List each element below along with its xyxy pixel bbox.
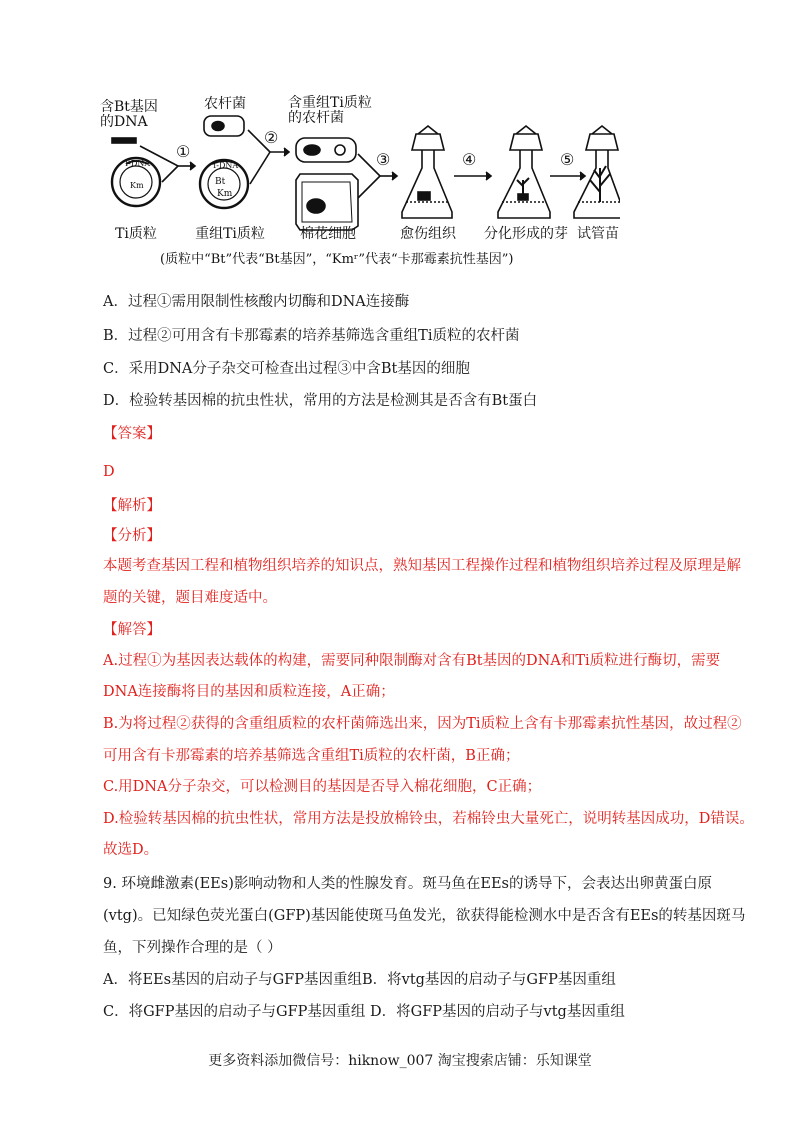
jieda-line-6: D.检验转基因棉的抗虫性状，常用方法是投放棉铃虫，若棉铃虫大量死亡，说明转基因成功，D错误。 <box>103 811 754 827</box>
fenxi-line-1: 本题考查基因工程和植物组织培养的知识点，熟知基因工程操作过程和植物组织培养过程及原理是解 <box>103 558 741 574</box>
jieda-line-1: A.过程①为基因表达载体的构建，需要同种限制酶对含有Bt基因的DNA和Ti质粒进行酶切，需要 <box>103 653 721 669</box>
recombinant-agrobacterium-label: 含重组Ti质粒 的农杆菌 <box>288 95 372 126</box>
callus-label: 愈伤组织 <box>400 226 456 242</box>
agrobacterium-label: 农杆菌 <box>204 96 246 112</box>
recombinant-ti-label: 重组Ti质粒 <box>195 226 265 242</box>
q9-stem-line-2: (vtg)。已知绿色荧光蛋白(GFP)基因能使斑马鱼发光，欲获得能检测水中是否含有EEs的转基因斑马 <box>103 908 746 924</box>
dna-fragment-icon <box>112 138 136 143</box>
option-d: D．检验转基因棉的抗虫性状，常用的方法是检测其是否含有Bt蛋白 <box>103 393 538 409</box>
bud-flask-icon <box>498 126 550 218</box>
fenxi-heading: 【分析】 <box>103 528 161 544</box>
jieda-line-7: 故选D。 <box>103 842 159 858</box>
step-4-label: ④ <box>462 150 477 169</box>
callus-flask-icon <box>402 126 452 218</box>
cotton-cell-icon <box>296 174 358 230</box>
analysis-heading: 【解析】 <box>103 498 161 514</box>
transgenic-cotton-diagram <box>100 94 620 272</box>
jieda-line-3: B.为将过程②获得的含重组质粒的农杆菌筛选出来，因为Ti质粒上含有卡那霉素抗性基因，故过程② <box>103 716 742 732</box>
fenxi-line-2: 题的关键，题目难度适中。 <box>103 590 277 606</box>
q9-stem-line-3: 鱼，下列操作合理的是（ ） <box>103 940 282 956</box>
agrobacterium-icon <box>204 116 244 136</box>
option-b: B．过程②可用含有卡那霉素的培养基筛选含重组Ti质粒的农杆菌 <box>103 328 520 344</box>
recomb-bt-label: Bt <box>215 177 226 187</box>
jieda-line-4: 可用含有卡那霉素的培养基筛选含重组Ti质粒的农杆菌，B正确； <box>103 748 520 764</box>
bud-label: 分化形成的芽 <box>484 226 568 242</box>
step-3-label: ③ <box>376 150 391 169</box>
recomb-tdna-label: T-DNA <box>212 161 239 170</box>
step-5-label: ⑤ <box>560 150 575 169</box>
recombinant-agrobacterium-icon <box>296 138 356 162</box>
q9-options-row-1: A．将EEs基因的启动子与GFP基因重组B．将vtg基因的启动子与GFP基因重组 <box>103 972 616 988</box>
step-1-label: ① <box>176 142 191 161</box>
ti-plasmid-label: Ti质粒 <box>115 226 157 242</box>
jieda-heading: 【解答】 <box>103 622 161 638</box>
footer-note: 更多资料添加微信号：hiknow_007 淘宝搜索店铺：乐知课堂 <box>208 1053 592 1069</box>
diagram-caption: (质粒中“Bt”代表“Bt基因”，“Kmʳ”代表“卡那霉素抗性基因”) <box>160 252 514 267</box>
plasmid-tdna-label: T-DNA <box>124 159 151 168</box>
jieda-line-2: DNA连接酶将目的基因和质粒连接，A正确； <box>103 684 395 700</box>
answer-heading: 【答案】 <box>103 426 161 442</box>
q9-stem-line-1: 9. 环境雌激素(EEs)影响动物和人类的性腺发育。斑马鱼在EEs的诱导下，会表达出卵黄蛋白原 <box>103 876 712 892</box>
recomb-km-label: Km <box>217 189 233 199</box>
answer-value: D <box>103 464 115 480</box>
dna-source-label: 含Bt基因 的DNA <box>100 99 158 130</box>
option-c: C．采用DNA分子杂交可检查出过程③中含Bt基因的细胞 <box>103 361 470 377</box>
seedling-label: 试管苗 <box>577 226 619 242</box>
option-a: A．过程①需用限制性核酸内切酶和DNA连接酶 <box>103 294 410 310</box>
cotton-cell-label: 棉花细胞 <box>300 226 356 242</box>
plasmid-km-label: Km <box>130 181 144 190</box>
q9-options-row-2: C．将GFP基因的启动子与GFP基因重组 D．将GFP基因的启动子与vtg基因重组 <box>103 1004 625 1020</box>
jieda-line-5: C.用DNA分子杂交，可以检测目的基因是否导入棉花细胞，C正确； <box>103 779 542 795</box>
step-2-label: ② <box>264 128 279 147</box>
